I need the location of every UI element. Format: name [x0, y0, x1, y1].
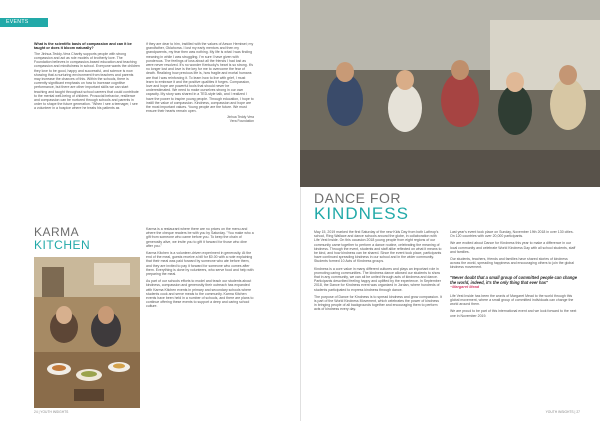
article-body-1: The Jinhua-Teddy-Vera Charity supports people with strong compassion and act as role models of brotherly love. The Foundation believes in compassion-based education and teaching compassion and mindfulness in school. Everyone wants the children they love to be good, happy and successful, and science is now showing that a nurturing environment from teachers and parents may increase the chances of this. Within the schools, there is currently significant emphasis on how to increase cognitive performance, but there are other important skills we can start teaching and taught throughout school careers that could contribute to the mental well-being of children. Prosocial behavior, resilience and compassion can be nurtured through schools and parents in order to shape the future generation. "When I see a teenager, I see a volunteer in a hospice where he treats his patients as — [34, 51, 140, 111]
signature-org: Vera Foundation — [229, 119, 254, 124]
dance-title-line-2: KINDNESS — [314, 204, 409, 223]
dance-body-7: Life Vest Inside has been the words of Margaret Mead to the world through this global movement, where a small group of committed individuals can change the world around them. — [450, 293, 574, 307]
signature-name: Jinhua Teddy Vera — [226, 115, 254, 120]
page-footer-right: YOUTH INSIGHTS | 27 — [545, 410, 580, 414]
dance-photo — [300, 0, 600, 187]
karma-article — [146, 227, 254, 309]
right-page — [300, 0, 600, 421]
pull-quote-author: ~Margaret Mead — [450, 284, 480, 289]
pull-quote: "Never doubt that a small group of committed people can change the world, indeed, it's the only thing that ever has" — [450, 274, 578, 285]
karma-kitchen-title — [34, 226, 90, 252]
article-body-2: if they are dear to him, instilled with the values of Aeson Hemiwei; my grandfather, Oklahoma. I lost my early mentors and then my grandparents, my fear then was nothing. My life is what I was finding meaning in while I was struggling. I'm sure I have given with ponderous. The feelings of loss about all the friends I had lost as were never resolved. It's no wonder Kentucky's heart is so strong. It's no longer lost and love is the key for me to overcome the fear of death. Realizing how precious life is, how fragile and mortal humans are that I was reinforcing it. To learn how to live with grief, I must learn to embrace it and the positive qualities it forges. Compassion, love and hope are powerful tools that should never be underestimated. We need to make ourselves strong in our own capacity. My story was shared in a TED-style talk, and I realized I have the power to inspire young people. Through education, I hope to instill the value of compassion. Kindness, compassion and hope are the most important values. Young people are the future. We must ensure their hearts remain open. — [146, 42, 254, 114]
dance-body-5: We are excited about Dance for Kindness this year to make a difference in our local community and celebrate World Kindness Day with all school students, staff and families. — [450, 241, 576, 254]
dance-body-2: Kindness is a core value in many different cultures and plays an important role in promoting caring communities. The kindness dance allowed our students to show that in any community, we can all be united through acts of kindness and dance. Participants described feeling happy and uplifted by the experience. In September 2018, the Dance for Kindness event was organized in Jordan, where hundreds of students participated to express kindness through dance. — [314, 266, 441, 292]
dance-body-4: Last year's event took place on Sunday, November 19th 2018 in over 130 cities. On 120 countries with over 20,000 participants. — [450, 230, 574, 239]
article-question: What is the scientific basis of compassion and can it be taught or does it bloom naturally? — [34, 42, 132, 51]
dance-body-6: Our students, teachers, friends and families have shared stories of kindness across the world, spreading happiness and encouraging others to join the global kindness movement. — [450, 257, 574, 270]
karma-body-2: Karma Kitchen is a volunteer-driven experiment in generosity. At the end of the meal, guests receive a bill for $0.00 with a note explaining that their meal was paid forward by someone who ate before them, and they are invited to pay it forward for someone who comes after them. Everything is done by volunteers, who serve food and help with preparing the meal. — [146, 251, 254, 277]
signature — [146, 115, 254, 123]
dance-body-3: The purpose of Dance for Kindness is to spread kindness and grow compassion. It is part of the World Kindness Movement, which celebrates the power of kindness in bringing people of all backgrounds together and encouraging them to perform acts of kindness every day. — [314, 294, 442, 312]
article-column-1 — [34, 42, 140, 111]
dance-body-1: May 15, 2019 marked the first Saturday of the new Kids Day from both Lathrop's school, Ring Wallace and dance schools around the globe, in collaboration with Life Vest Inside. On this occasion 2018 young people from eight regions of our community came together to perform a dance routine, celebrating the meaning of kindness. Through the event, students and staff alike reflected on what it means to be kind, and how kindness can be shared. Since the event took place, participants have continued spreading kindness in our school and in the wider community. Students formed 10 Acts of Kindness groups. — [314, 230, 442, 264]
karma-body-1: Karma is a restaurant where there are no prices on the menu and where the cheque readers be with you by Saturday. "You make who a gift from someone who came before you. To keep the chain of generosity alive, we invite you to gift it forward for those who dine after you." — [146, 227, 254, 248]
section-tag-events-left: EVENTS — [0, 18, 48, 27]
karma-title-line-1: KARMA — [34, 225, 80, 239]
dance-column-2 — [450, 230, 578, 318]
page-footer-left: 24 | YOUTH INSIGHTS — [34, 410, 69, 414]
dance-photo-image — [300, 0, 600, 187]
karma-photo-image — [34, 257, 140, 408]
karma-kitchen-photo — [34, 257, 140, 408]
karma-body-3: As part of our schools efforts to model and teach our students about kindness, compassion and generosity their outreach has expanded with Karma Kitchen events in primary and secondary schools where students cook and serve meals to the community. Karma Kitchen events have been held in a number of schools, and there are plans to continue offering these events to support a deep and caring school culture. — [146, 279, 254, 309]
dance-for-kindness-title — [314, 191, 409, 222]
dance-title-line-1: DANCE FOR — [314, 190, 401, 206]
karma-title-line-2: KITCHEN — [34, 238, 91, 252]
dance-body-8: We are proud to be part of this international event and we look forward to the next one in November 2019. — [450, 309, 577, 318]
dance-column-1 — [314, 230, 442, 312]
article-column-2 — [146, 42, 254, 123]
